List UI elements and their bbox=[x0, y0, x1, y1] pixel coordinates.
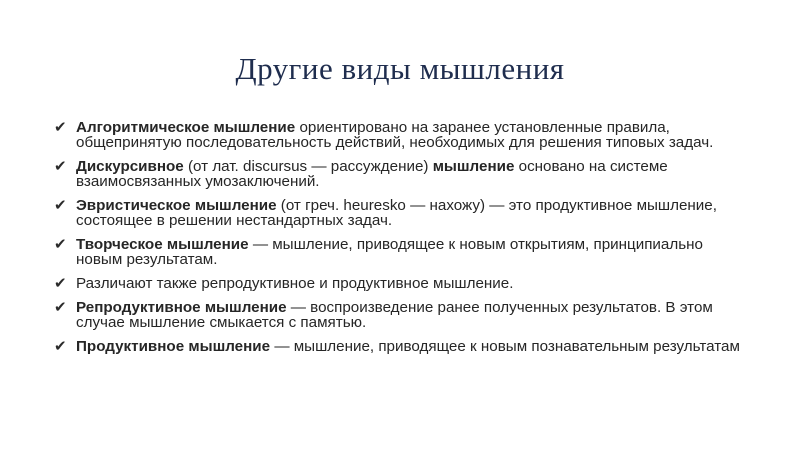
bullet-text bbox=[76, 236, 703, 268]
check-icon: ✔ bbox=[54, 118, 67, 136]
check-icon: ✔ bbox=[54, 298, 67, 316]
bullet-text bbox=[76, 158, 668, 190]
bullet-text bbox=[76, 299, 713, 331]
bullet-item bbox=[54, 300, 744, 330]
check-icon: ✔ bbox=[54, 235, 67, 253]
bullet-item bbox=[54, 120, 744, 150]
bold-term: Эвристическое мышление bbox=[76, 197, 277, 214]
bullet-text bbox=[76, 119, 713, 151]
text-segment: Различают также репродуктивное и продуктивное мышление. bbox=[76, 275, 514, 292]
text-segment: — мышление, приводящее к новым познавательным результатам bbox=[270, 338, 740, 355]
check-icon: ✔ bbox=[54, 274, 67, 292]
bullet-item bbox=[54, 198, 744, 228]
bold-term: Продуктивное мышление bbox=[76, 338, 271, 355]
text-segment: (от греч. heuresko — нахожу) — это продуктивное мышление, состоящее в решении нестандартных задач. bbox=[76, 197, 717, 229]
bold-term: Репродуктивное мышление bbox=[76, 299, 287, 316]
bold-term: Творческое мышление bbox=[76, 236, 249, 253]
bullet-list bbox=[54, 120, 744, 363]
check-icon: ✔ bbox=[54, 157, 67, 175]
bullet-text bbox=[76, 275, 513, 292]
text-segment: ориентировано на заранее установленные правила, общепринятую последовательность действий, необходимых для решения типовых задач. bbox=[76, 119, 714, 151]
bullet-item bbox=[54, 237, 744, 267]
bullet-item bbox=[54, 339, 744, 354]
bullet-item bbox=[54, 159, 744, 189]
bullet-text bbox=[76, 197, 717, 229]
text-segment: основано на системе взаимосвязанных умозаключений. bbox=[76, 158, 668, 190]
bullet-text bbox=[76, 338, 740, 355]
slide-title: Другие виды мышления bbox=[235, 51, 565, 86]
bold-term: мышление bbox=[432, 158, 515, 175]
text-segment: — мышление, приводящее к новым открытиям, принципиально новым результатам. bbox=[76, 236, 703, 268]
bold-term: Алгоритмическое мышление bbox=[76, 119, 296, 136]
text-segment: (от лат. discursus — рассуждение) bbox=[183, 158, 433, 175]
check-icon: ✔ bbox=[54, 196, 67, 214]
check-icon: ✔ bbox=[54, 337, 67, 355]
bullet-item bbox=[54, 276, 744, 291]
bold-term: Дискурсивное bbox=[76, 158, 184, 175]
text-segment: — воспроизведение ранее полученных результатов. В этом случае мышление смыкается с памятью. bbox=[76, 299, 713, 331]
